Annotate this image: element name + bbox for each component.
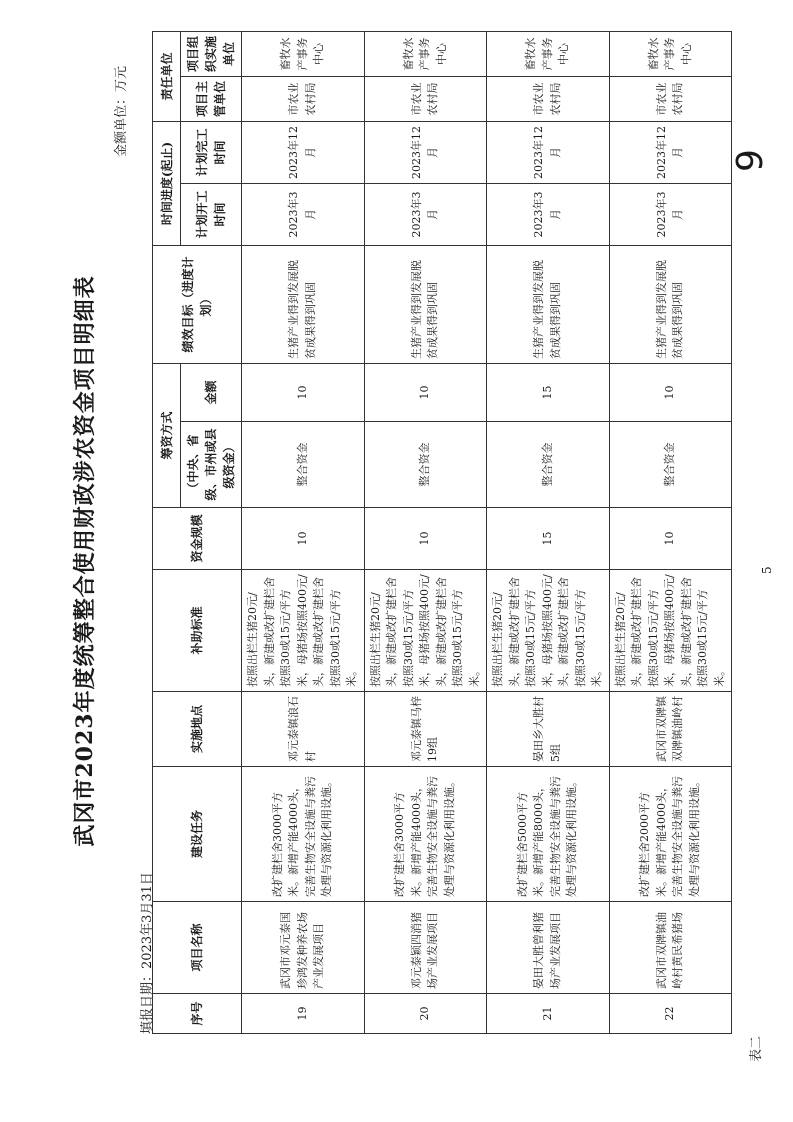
cell-name: 邓元泰颖四消猪场产业发展项目 [364, 902, 487, 994]
cell-scale: 10 [364, 508, 487, 570]
cell-amount: 10 [609, 363, 732, 421]
cell-impl: 畜牧水产事务中心 [487, 31, 610, 76]
header-resp-impl: 项目组织实施单位 [181, 31, 242, 76]
cell-start: 2023年3月 [364, 183, 487, 245]
cell-location: 邓元泰镇马梓19组 [364, 692, 487, 767]
cell-amount: 10 [364, 363, 487, 421]
cell-location: 邓元泰镇浪石村 [242, 692, 365, 767]
cell-start: 2023年3月 [487, 183, 610, 245]
header-scale: 资金规模 [153, 508, 242, 570]
cell-name: 武冈市邓元泰国珍鸿发种养农场产业发展项目 [242, 902, 365, 994]
cell-target: 生猪产业得到发展脱贫成果得到巩固 [242, 245, 365, 363]
table-row [364, 31, 487, 1033]
cell-scale: 10 [609, 508, 732, 570]
cell-manage: 市农业农村局 [609, 76, 732, 121]
cell-scale: 15 [487, 508, 610, 570]
cell-name: 武冈市双牌镇油岭村黄民希猪场 [609, 902, 732, 994]
table-row [242, 31, 365, 1033]
handwritten-mark: 9 [730, 149, 771, 172]
cell-subsidy: 按照出栏生猪20元/头，新建或改扩建栏舍按照30或15元/平方米，母猪场按照400元/头，新建或改扩建栏舍按照30或15元/平方米。 [609, 570, 732, 692]
cell-impl: 畜牧水产事务中心 [242, 31, 365, 76]
table-row [609, 31, 732, 1033]
cell-impl: 畜牧水产事务中心 [609, 31, 732, 76]
page-title: 武冈市2023年度统筹整合使用财政涉农资金项目明细表 [72, 275, 98, 847]
header-schedule: 时间进度(起止) [153, 121, 181, 245]
header-funding-amount: 金额 [181, 363, 242, 421]
header-name: 项目名称 [153, 902, 242, 994]
cell-subsidy: 按照出栏生猪20元/头，新建或改扩建栏舍按照30或15元/平方米，母猪场按照400元/头，新建或改扩建栏舍按照30或15元/平方米。 [364, 570, 487, 692]
header-target: 绩效目标（进度计划） [153, 245, 242, 363]
amount-unit: 金额单位：万元 [114, 65, 129, 157]
cell-source: 整合资金 [242, 422, 365, 508]
cell-task: 改扩建栏舍5000平方米。新增产能8000头，完善生物安全设施与粪污处理与资源化利用设施。 [487, 767, 610, 902]
table-label: 表二 [749, 1035, 764, 1062]
cell-end: 2023年12月 [364, 121, 487, 183]
page-number: 5 [760, 566, 774, 574]
cell-source: 整合资金 [364, 422, 487, 508]
cell-subsidy: 按照出栏生猪20元/头，新建或改扩建栏舍按照30或15元/平方米，母猪场按照400元/头，新建或改扩建栏舍按照30或15元/平方米。 [487, 570, 610, 692]
cell-seq: 19 [242, 994, 365, 1034]
header-funding: 筹资方式 [153, 363, 181, 507]
header-start: 计划开工时间 [181, 183, 242, 245]
cell-source: 整合资金 [487, 422, 610, 508]
cell-seq: 22 [609, 994, 732, 1034]
cell-seq: 20 [364, 994, 487, 1034]
cell-task: 改扩建栏舍2000平方米。新增产能4000头，完善生物安全设施与粪污处理与资源化利用设施。 [609, 767, 732, 902]
cell-name: 晏田大胜曾利猪场产业发展项目 [487, 902, 610, 994]
header-task: 建设任务 [153, 767, 242, 902]
cell-location: 武冈市双牌镇双牌镇油岭村 [609, 692, 732, 767]
cell-amount: 10 [242, 363, 365, 421]
cell-end: 2023年12月 [609, 121, 732, 183]
cell-source: 整合资金 [609, 422, 732, 508]
cell-task: 改扩建栏舍3000平方米。新增产能4000头，完善生物安全设施与粪污处理与资源化利用设施。 [364, 767, 487, 902]
cell-target: 生猪产业得到发展脱贫成果得到巩固 [487, 245, 610, 363]
cell-location: 晏田乡大胜村5组 [487, 692, 610, 767]
header-resp: 责任单位 [153, 31, 181, 121]
cell-manage: 市农业农村局 [487, 76, 610, 121]
header-row-1 [153, 31, 181, 1033]
header-funding-source: （中央、省级、市州或县级资金） [181, 422, 242, 508]
header-subsidy: 补助标准 [153, 570, 242, 692]
header-end: 计划完工时间 [181, 121, 242, 183]
cell-subsidy: 按照出栏生猪20元/头，新建或改扩建栏舍按照30或15元/平方米，母猪场按照400元/头，新建或改扩建栏舍按照30或15元/平方米。 [242, 570, 365, 692]
cell-start: 2023年3月 [609, 183, 732, 245]
cell-amount: 15 [487, 363, 610, 421]
project-table [152, 31, 732, 1034]
cell-scale: 10 [242, 508, 365, 570]
header-location: 实施地点 [153, 692, 242, 767]
cell-end: 2023年12月 [242, 121, 365, 183]
cell-manage: 市农业农村局 [242, 76, 365, 121]
header-seq: 序号 [153, 994, 242, 1034]
header-resp-manage: 项目主管单位 [181, 76, 242, 121]
cell-manage: 市农业农村局 [364, 76, 487, 121]
cell-impl: 畜牧水产事务中心 [364, 31, 487, 76]
cell-start: 2023年3月 [242, 183, 365, 245]
cell-task: 改扩建栏舍3000平方米。新增产能4000头，完善生物安全设施与粪污处理与资源化利用设施。 [242, 767, 365, 902]
cell-seq: 21 [487, 994, 610, 1034]
cell-end: 2023年12月 [487, 121, 610, 183]
fill-date: 填报日期：2023年3月31日 [140, 872, 155, 1034]
cell-target: 生猪产业得到发展脱贫成果得到巩固 [609, 245, 732, 363]
cell-target: 生猪产业得到发展脱贫成果得到巩固 [364, 245, 487, 363]
table-row [487, 31, 610, 1033]
